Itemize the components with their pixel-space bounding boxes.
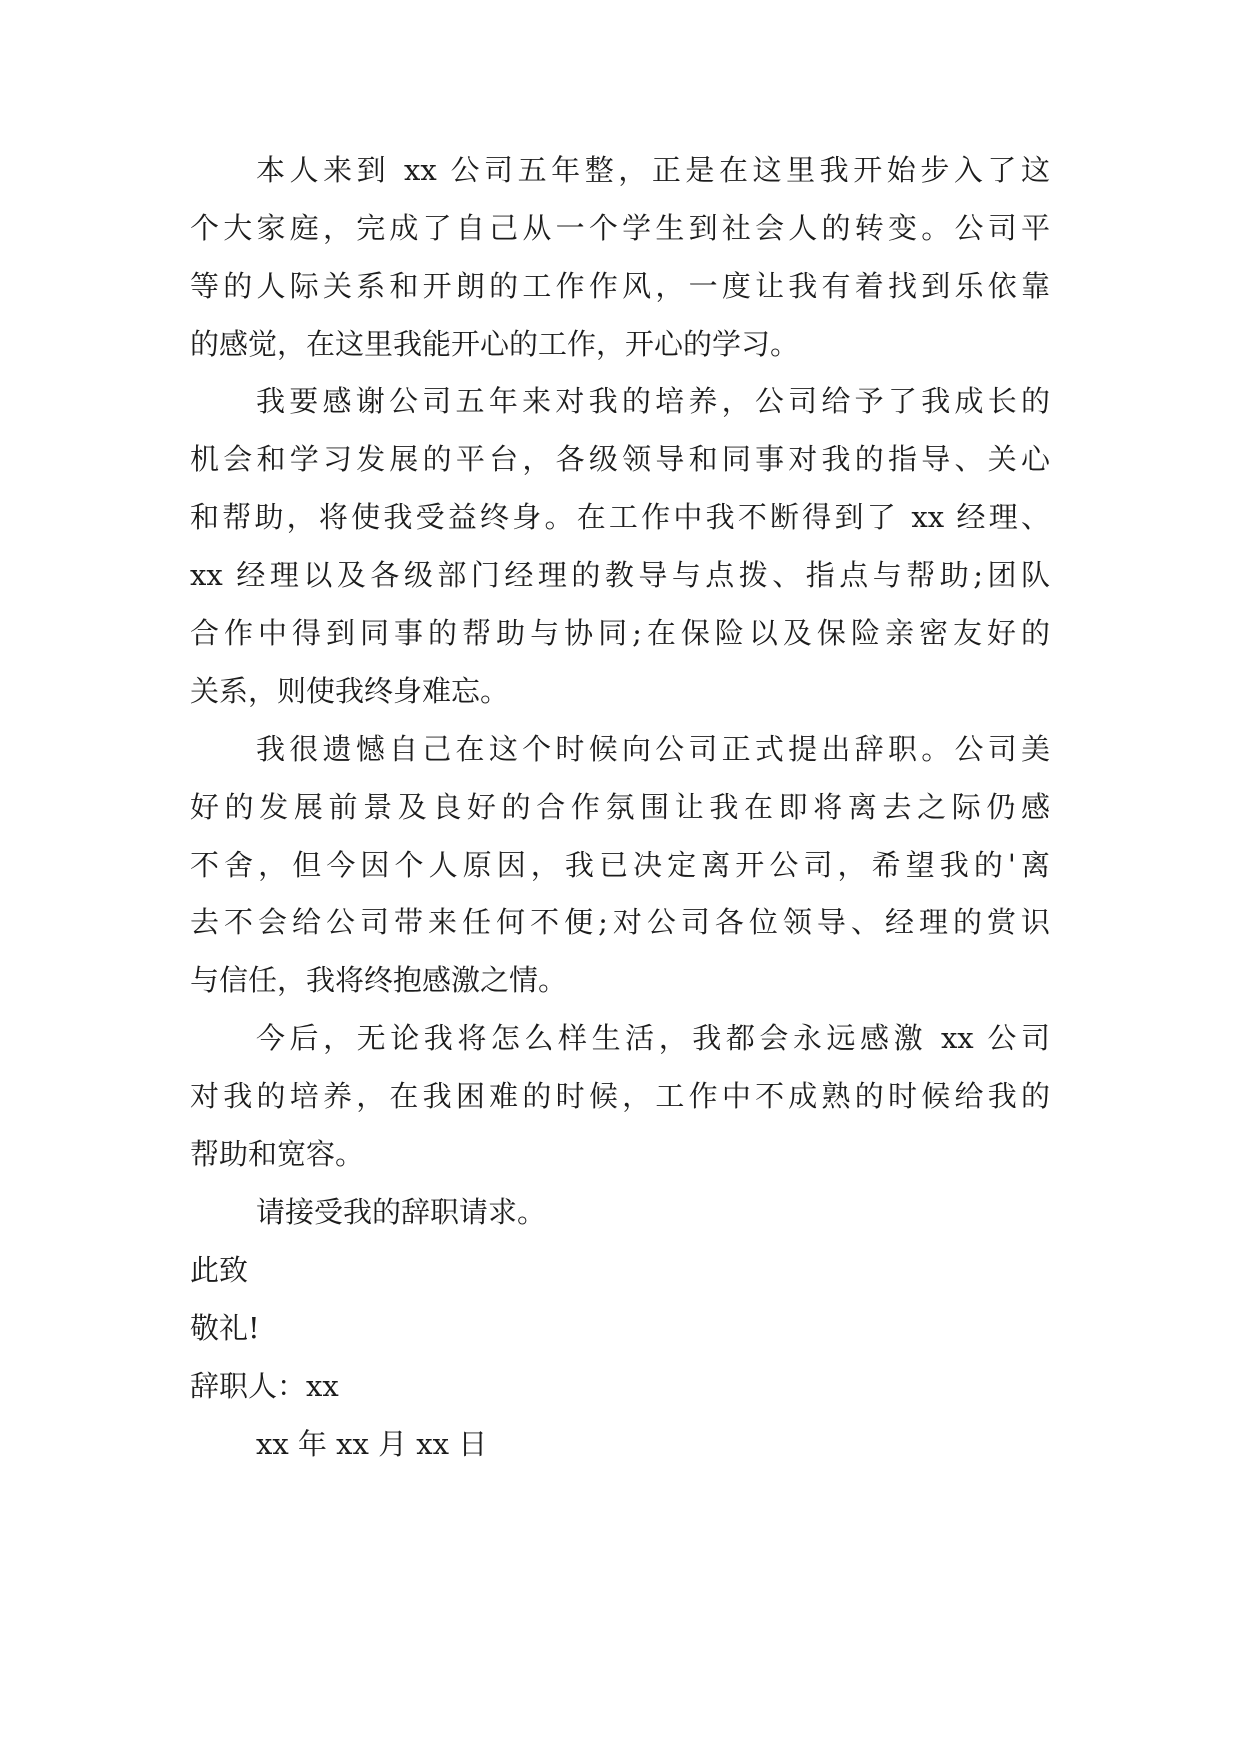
paragraph-1-line-3: 等的人际关系和开朗的工作作风，一度让我有着找到乐依靠 <box>190 269 1050 303</box>
paragraph-1-line-1: 本人来到 xx 公司五年整，正是在这里我开始步入了这 <box>256 153 1050 187</box>
paragraph-4-line-1: 今后，无论我将怎么样生活，我都会永远感激 xx 公司 <box>256 1021 1050 1055</box>
paragraph-2-line-6: 关系，则使我终身难忘。 <box>190 674 510 708</box>
paragraph-1-line-4: 的感觉，在这里我能开心的工作，开心的学习。 <box>190 327 800 361</box>
paragraph-2-line-1: 我要感谢公司五年来对我的培养，公司给予了我成长的 <box>256 384 1050 418</box>
paragraph-2-line-4: xx 经理以及各级部门经理的教导与点拨、指点与帮助;团队 <box>190 558 1050 592</box>
paragraph-3-line-1: 我很遗憾自己在这个时候向公司正式提出辞职。公司美 <box>256 732 1050 766</box>
paragraph-3-line-3: 不舍，但今因个人原因，我已决定离开公司，希望我的'离 <box>190 848 1050 882</box>
paragraph-2-line-5: 合作中得到同事的帮助与协同;在保险以及保险亲密友好的 <box>190 616 1050 650</box>
paragraph-4-line-2: 对我的培养，在我困难的时候，工作中不成熟的时候给我的 <box>190 1079 1050 1113</box>
paragraph-3-line-4: 去不会给公司带来任何不便;对公司各位领导、经理的赏识 <box>190 905 1050 939</box>
paragraph-5-line-1: 请接受我的辞职请求。 <box>256 1195 547 1229</box>
paragraph-3-line-5: 与信任，我将终抱感激之情。 <box>190 963 568 997</box>
signature-line: 辞职人：xx <box>190 1369 339 1403</box>
paragraph-4-line-3: 帮助和宽容。 <box>190 1137 365 1171</box>
closing-respect: 敬礼! <box>190 1311 260 1345</box>
paragraph-3-line-2: 好的发展前景及良好的合作氛围让我在即将离去之际仍感 <box>190 790 1050 824</box>
date-line: xx 年 xx 月 xx 日 <box>256 1427 488 1461</box>
paragraph-1-line-2: 个大家庭，完成了自己从一个学生到社会人的转变。公司平 <box>190 211 1050 245</box>
paragraph-2-line-2: 机会和学习发展的平台，各级领导和同事对我的指导、关心 <box>190 442 1050 476</box>
paragraph-2-line-3: 和帮助，将使我受益终身。在工作中我不断得到了 xx 经理、 <box>190 500 1050 534</box>
closing-salutation: 此致 <box>190 1253 249 1287</box>
